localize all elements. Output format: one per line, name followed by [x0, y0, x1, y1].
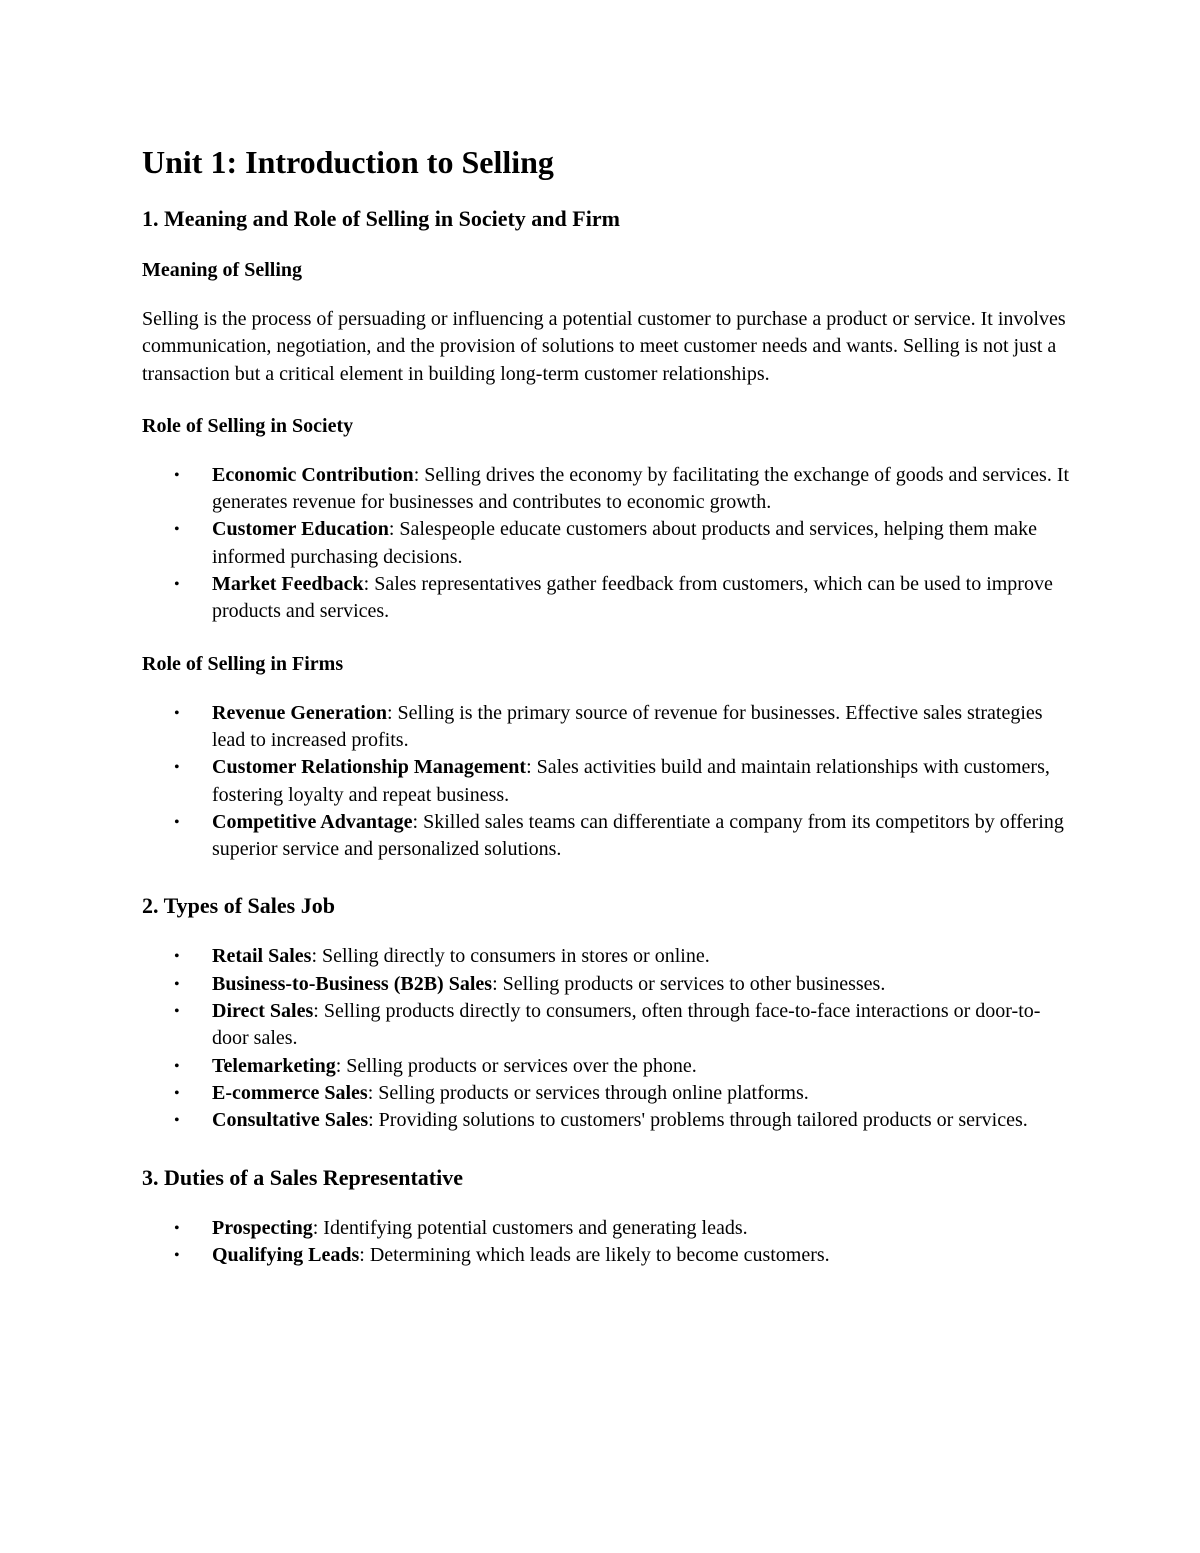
list-item-term: Consultative Sales	[212, 1109, 369, 1132]
list-item-term: Market Feedback	[212, 573, 364, 596]
list-item-term: Telemarketing	[212, 1054, 336, 1077]
list-item-text: : Selling products or services over the phone.	[335, 1054, 697, 1077]
list-item	[142, 1053, 1072, 1080]
list-item-term: Retail Sales	[212, 945, 312, 968]
list-item-text: : Skilled sales teams can differentiate a company from its competitors by offering superior service and personalized solutions.	[212, 810, 1064, 861]
list-item	[142, 516, 1072, 571]
bullet-icon: •	[174, 1084, 180, 1102]
list-item	[142, 754, 1072, 809]
section-3-heading: 3. Duties of a Sales Representative	[142, 1164, 463, 1190]
meaning-of-selling-heading: Meaning of Selling	[142, 259, 303, 281]
role-in-firms-heading: Role of Selling in Firms	[142, 652, 344, 675]
list-item	[142, 1080, 1072, 1107]
list-item-term: Competitive Advantage	[212, 810, 413, 833]
section-1-heading: 1. Meaning and Role of Selling in Society and Firm	[142, 206, 620, 231]
list-item	[142, 462, 1072, 517]
list-item-term: Customer Relationship Management	[212, 756, 527, 779]
list-item-text: : Selling products or services through online platforms.	[367, 1081, 809, 1104]
section-2-heading: 2. Types of Sales Job	[142, 893, 335, 919]
list-item	[142, 943, 1072, 970]
role-in-society-heading: Role of Selling in Society	[142, 414, 354, 437]
list-item	[142, 971, 1072, 998]
duties-of-sales-rep-list	[142, 1215, 1072, 1270]
list-item	[142, 700, 1072, 755]
bullet-icon: •	[174, 1112, 180, 1130]
bullet-icon: •	[174, 704, 180, 722]
list-item	[142, 571, 1072, 626]
list-item	[142, 998, 1072, 1053]
list-item-term: Qualifying Leads	[212, 1243, 360, 1266]
list-item-text: : Determining which leads are likely to become customers.	[359, 1243, 830, 1266]
list-item-text: : Sales activities build and maintain relationships with customers, fostering loyalty and repeat business.	[212, 756, 1050, 806]
list-item-text: : Selling products or services to other businesses.	[492, 972, 886, 995]
list-item	[142, 1107, 1072, 1134]
document-content	[142, 140, 1072, 1293]
page-title: Unit 1: Introduction to Selling	[142, 144, 554, 180]
list-item-text: : Selling products directly to consumers, often through face-to-face interactions or door-to-door sales.	[212, 1000, 1041, 1050]
list-item-text: : Sales representatives gather feedback from customers, which can be used to improve products and services.	[212, 573, 1053, 623]
list-item-text: : Selling directly to consumers in stores or online.	[311, 945, 710, 968]
list-item-term: Customer Education	[212, 518, 389, 541]
list-item-text: : Identifying potential customers and generating leads.	[312, 1216, 748, 1239]
list-item	[142, 1215, 1072, 1242]
bullet-icon: •	[174, 759, 180, 777]
list-item-term: E-commerce Sales	[212, 1081, 368, 1104]
bullet-icon: •	[174, 1219, 180, 1237]
bullet-icon: •	[174, 975, 180, 993]
list-item-term: Direct Sales	[212, 1000, 314, 1023]
list-item-term: Economic Contribution	[212, 463, 414, 486]
list-item-text: : Selling is the primary source of revenue for businesses. Effective sales strategies lead to increased profits.	[212, 701, 1043, 751]
list-item	[142, 1242, 1072, 1269]
types-of-sales-job-list	[142, 943, 1072, 1134]
list-item-text: : Selling drives the economy by facilitating the exchange of goods and services. It generates revenue for businesses and contributes to economic growth.	[212, 463, 1070, 514]
role-in-firms-list	[142, 700, 1072, 864]
bullet-icon: •	[174, 1246, 180, 1264]
bullet-icon: •	[174, 948, 180, 966]
role-in-society-list	[142, 462, 1072, 626]
bullet-icon: •	[174, 576, 180, 594]
bullet-icon: •	[174, 466, 180, 484]
meaning-of-selling-paragraph: Selling is the process of persuading or influencing a potential customer to purchase a product or service. It involves communication, negotiation, and the provision of solutions to meet customer needs and wants. Selling is not just a transaction but a critical element in building long-term customer relationships.	[142, 308, 1066, 385]
bullet-icon: •	[174, 1003, 180, 1021]
list-item-term: Business-to-Business (B2B) Sales	[212, 972, 493, 995]
list-item-term: Prospecting	[212, 1216, 313, 1239]
bullet-icon: •	[174, 521, 180, 539]
list-item-term: Revenue Generation	[212, 701, 387, 724]
bullet-icon: •	[174, 813, 180, 831]
bullet-icon: •	[174, 1057, 180, 1075]
list-item-text: : Salespeople educate customers about products and services, helping them make informed purchasing decisions.	[212, 518, 1038, 568]
list-item	[142, 809, 1072, 864]
list-item-text: : Providing solutions to customers' problems through tailored products or services.	[368, 1109, 1028, 1132]
